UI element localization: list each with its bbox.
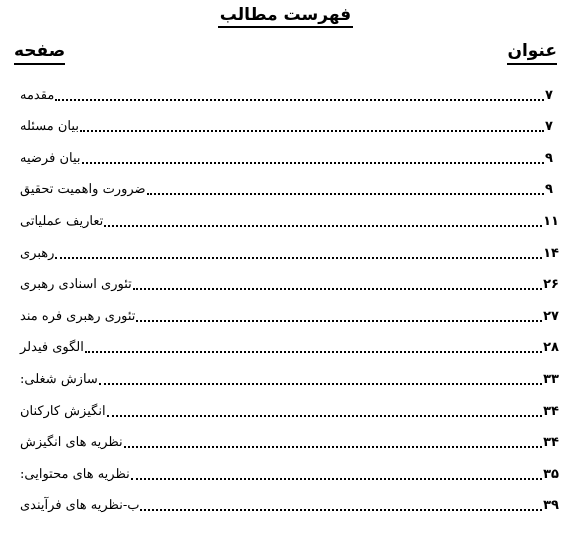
toc-entry-page: ۷ — [545, 87, 553, 103]
toc-entry-title: رهبری — [20, 245, 55, 261]
toc-entry — [18, 298, 559, 330]
toc-entry — [18, 488, 559, 520]
toc-entry-page: ۱۴ — [543, 245, 559, 261]
toc-entry — [18, 203, 559, 235]
toc-entry-title: ضرورت واهمیت تحقیق — [20, 182, 146, 198]
toc-entry-page: ۳۵ — [543, 466, 559, 482]
dot-leader — [85, 350, 542, 353]
dot-leader — [107, 414, 543, 417]
toc-entry-page: ۲۶ — [543, 277, 559, 293]
toc-entry — [18, 109, 559, 141]
dot-leader — [133, 287, 542, 290]
toc-entry-page: ۱۱ — [543, 213, 559, 229]
toc-entry-title: نظریه های انگیزش — [20, 435, 123, 451]
toc-entry — [18, 456, 559, 488]
title-column-header: عنوان — [507, 40, 557, 62]
page-title-text: فهرست مطالب — [218, 5, 353, 28]
toc-entry-page: ۹ — [545, 182, 553, 198]
toc-entry — [18, 77, 559, 109]
dot-leader — [99, 382, 542, 385]
toc-entry-page: ۹ — [545, 150, 553, 166]
toc-entry-title: الگوی فیدلر — [20, 340, 84, 356]
dot-leader — [140, 508, 542, 511]
toc-entry-page: ۳۳ — [543, 371, 559, 387]
dot-leader — [147, 192, 544, 195]
dot-leader — [80, 129, 544, 132]
toc-entry-page: ۳۴ — [543, 403, 559, 419]
dot-leader — [55, 98, 544, 101]
toc-entry-title: مقدمه — [20, 87, 55, 103]
toc-entry — [18, 330, 559, 362]
toc-entry — [18, 172, 559, 204]
toc-entry-title: تعاریف عملیاتی — [20, 213, 104, 229]
toc-entry-page: ۲۸ — [543, 340, 559, 356]
toc-entry-title: ب-نظریه های فرآیندی — [20, 498, 140, 514]
table-of-contents — [18, 77, 559, 519]
dot-leader — [82, 161, 545, 164]
toc-entry — [18, 361, 559, 393]
dot-leader — [124, 445, 542, 448]
toc-entry-page: ۳۴ — [543, 435, 559, 451]
dot-leader — [55, 256, 542, 259]
toc-entry-page: ۷ — [545, 119, 553, 135]
page-title — [0, 4, 571, 26]
toc-entry-title: بیان فرضیه — [20, 150, 81, 166]
toc-entry-title: انگیزش کارکنان — [20, 403, 106, 419]
toc-entry — [18, 425, 559, 457]
toc-entry-page: ۳۹ — [543, 498, 559, 514]
dot-leader — [104, 224, 542, 227]
toc-entry-title: سازش شغلی: — [20, 371, 98, 387]
page-column-header: صفحه — [14, 40, 65, 62]
toc-entry-page: ۲۷ — [543, 308, 559, 324]
toc-entry-title: بیان مسئله — [20, 119, 79, 135]
dot-leader — [131, 477, 542, 480]
toc-entry — [18, 267, 559, 299]
toc-entry — [18, 140, 559, 172]
toc-entry-title: نظریه های محتوایی: — [20, 466, 130, 482]
toc-entry-title: تئوری اسنادی رهبری — [20, 277, 132, 293]
toc-entry-title: تئوری رهبری فره مند — [20, 308, 136, 324]
dot-leader — [136, 319, 542, 322]
toc-entry — [18, 235, 559, 267]
toc-entry — [18, 393, 559, 425]
